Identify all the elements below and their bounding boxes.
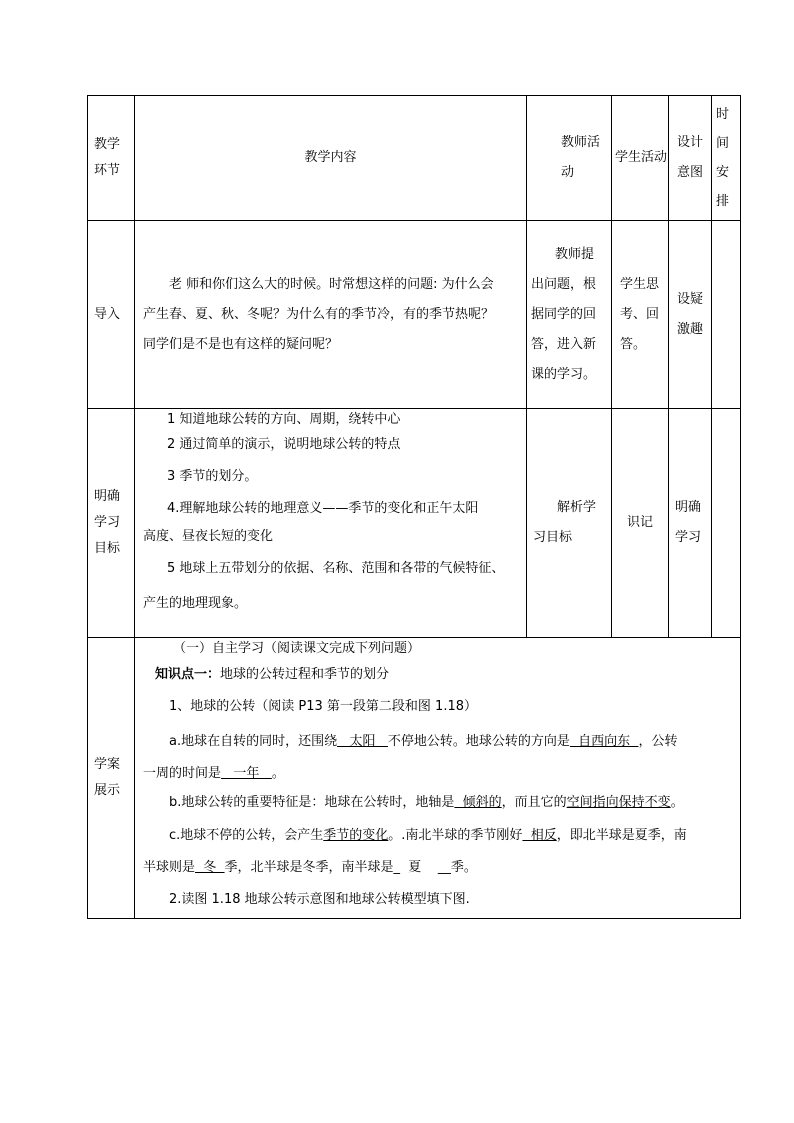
goals-time-cell (712, 409, 741, 638)
header-student-cell (612, 96, 669, 221)
intro-line: 老 师和你们这么大的时候。时常想这样的问题: 为什么会 (169, 276, 494, 292)
goals-student-cell (612, 409, 669, 638)
goals-stage-line: 学习 (94, 515, 121, 530)
header-row (88, 96, 741, 221)
intro-teacher-line: 据同学的回 (531, 306, 597, 322)
header-stage-cell (88, 96, 135, 221)
goal-item: 3 季节的划分。 (167, 469, 258, 484)
question-a-text: 。 (271, 766, 285, 781)
intro-row (88, 221, 741, 409)
question-a-text: 一周的时间是 (143, 766, 222, 781)
intro-line: 同学们是不是也有这样的疑问呢？ (143, 336, 339, 352)
goals-teacher-cell (527, 409, 612, 638)
header-time-char: 间 (716, 136, 730, 151)
header-time-char: 安 (716, 165, 730, 180)
case-stage-cell (88, 638, 135, 919)
intro-student-cell (612, 221, 669, 409)
goals-teacher-line: 习目标 (533, 530, 573, 545)
intro-teacher-line: 答，进入新 (531, 336, 597, 352)
question-c-text: c.地球不停的公转，会产生 (169, 828, 324, 843)
question-b-text: ，而且它的 (501, 795, 567, 810)
case-content-cell (135, 638, 741, 919)
intro-teacher-cell (527, 221, 612, 409)
goals-design-line: 学习 (675, 530, 702, 545)
question-a-text: a.地球在自转的同时，还围绕 (169, 734, 338, 749)
question-c-text: 。.南北半球的季节刚好 (388, 828, 523, 843)
question-a-line1 (143, 724, 732, 760)
answer-blank: 太阳 (337, 734, 388, 749)
question-c-text: ，即北半球是夏季，南 (556, 828, 687, 843)
header-stage-text: 教学环节 (94, 137, 121, 178)
intro-design-cell (669, 221, 712, 409)
intro-stage-cell (88, 221, 135, 409)
intro-stage-text: 导入 (94, 306, 121, 322)
intro-design-line: 激趣 (677, 321, 704, 337)
lesson-plan-table (87, 95, 741, 919)
goal-item: 5 地球上五带划分的依据、名称、范围和各带的气候特征、 (167, 561, 505, 576)
intro-student-line: 考、回 (620, 306, 660, 322)
intro-teacher-line: 教师提 (555, 246, 595, 262)
intro-student-line: 学生思 (620, 276, 660, 292)
header-content-text: 教学内容 (304, 150, 357, 165)
goal-item: 2 通过简单的演示，说明地球公转的特点 (167, 437, 401, 452)
goals-stage-line: 明确 (94, 489, 121, 504)
header-student-text: 学生活动 (614, 150, 667, 165)
header-teacher-text: 教师活动 (561, 135, 601, 180)
intro-line: 产生春、夏、秋、冬呢？为什么有的季节冷，有的季节热呢？ (143, 306, 495, 322)
header-teacher-cell (527, 96, 612, 221)
intro-design-line: 设疑 (677, 291, 704, 307)
goal-item: 高度、昼夜长短的变化 (143, 529, 274, 544)
question-a-line2 (143, 760, 732, 788)
header-design-text: 设计意图 (677, 135, 704, 180)
goals-row (88, 409, 741, 638)
header-design-cell (669, 96, 712, 221)
question-b-line (143, 788, 732, 818)
goals-stage-line: 目标 (94, 541, 121, 556)
knowledge-point-text: 地球的公转过程和季节的划分 (220, 667, 390, 682)
header-time-cell (712, 96, 741, 221)
intro-student-line: 答。 (620, 336, 647, 352)
item-one-heading: 1、地球的公转（阅读 P13 第一段第二段和图 1.18） (169, 699, 477, 714)
header-time-char: 时 (716, 107, 730, 122)
goals-student-text: 识记 (626, 515, 653, 530)
intro-teacher-line: 课的学习。 (531, 366, 597, 382)
goals-stage-cell (88, 409, 135, 638)
answer-blank: 季节的变化 (323, 828, 389, 843)
case-row (88, 638, 741, 919)
case-stage-line: 展示 (94, 783, 121, 798)
intro-content-cell (135, 221, 527, 409)
goals-design-line: 明确 (675, 500, 702, 515)
question-c-line2 (143, 854, 732, 882)
intro-time-cell (712, 221, 741, 409)
goal-item: 1 知道地球公转的方向、周期，绕转中心 (167, 412, 401, 427)
goal-item: 4.理解地球公转的地理意义——季节的变化和正午太阳 (167, 501, 479, 516)
answer-blank: 自西向东 (569, 734, 639, 749)
answer-blank: 空间指向保持不变 (566, 795, 671, 810)
question-c-text: 半球则是 (143, 860, 196, 875)
goals-design-cell (669, 409, 712, 638)
answer-blank: 相反 (522, 828, 557, 843)
question-a-text: 不停地公转。地球公转的方向是 (387, 734, 570, 749)
knowledge-point-label: 知识点一： (155, 667, 221, 682)
item-two-heading: 2.读图 1.18 地球公转示意图和地球公转模型填下图. (169, 892, 470, 907)
goal-item: 产生的地理现象。 (143, 596, 248, 611)
header-content-cell (135, 96, 527, 221)
self-study-title: （一）自主学习（阅读课文完成下列问题） (173, 641, 421, 656)
question-b-text: 。 (670, 795, 684, 810)
answer-blank: 倾斜的 (454, 795, 502, 810)
goals-content-cell (135, 409, 527, 638)
case-stage-line: 学案 (94, 757, 121, 772)
header-time-char: 排 (716, 194, 730, 209)
question-c-text: 季，北半球是冬季，南半球是_ 夏 __季。 (224, 860, 477, 875)
goals-teacher-line: 解析学 (557, 500, 597, 515)
question-c-line1 (143, 818, 732, 854)
knowledge-point-line (143, 660, 732, 690)
intro-teacher-line: 出问题，根 (531, 276, 597, 292)
question-b-text: b.地球公转的重要特征是：地球在公转时，地轴是 (169, 795, 455, 810)
answer-blank: 冬 (195, 860, 225, 875)
question-a-text: ，公转 (638, 734, 678, 749)
answer-blank: 一年 (221, 766, 272, 781)
